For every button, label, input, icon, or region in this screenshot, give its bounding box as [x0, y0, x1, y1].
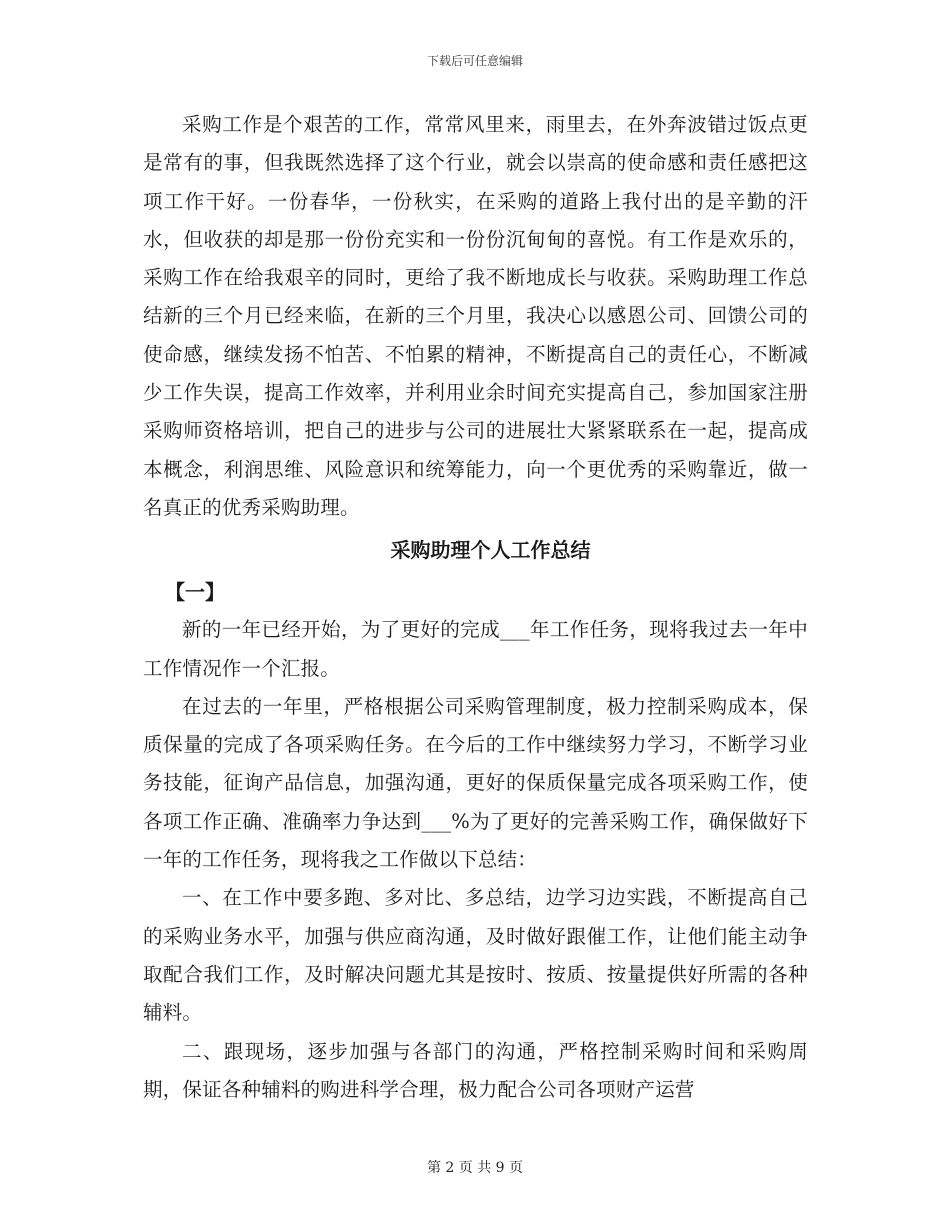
section-marker: 【一】	[165, 580, 225, 605]
page-header: 下载后可任意编辑	[426, 54, 523, 68]
page-number-footer: 第 2 页 共 9 页	[426, 1160, 524, 1176]
section-title: 采购助理个人工作总结	[390, 538, 591, 563]
paragraph-4: 二、跟现场，逐步加强与各部门的沟通，严格控制采购时间和采购周期，保证各种辅料的购进科学合理，极力配合公司各项财产运营	[143, 1039, 808, 1101]
paragraph-2: 在过去的一年里，严格根据公司采购管理制度，极力控制采购成本，保质保量的完成了各项采购任务。在今后的工作中继续努力学习，不断学习业务技能，征询产品信息，加强沟通，更好的保质保量完成各项采购工作，使各项工作正确、准确率力争达到___%为了更好的完善采购工作，确保做好下一年的工作任务，现将我之工作做以下总结：	[143, 694, 808, 872]
document-body	[143, 106, 808, 1109]
paragraph-1: 新的一年已经开始，为了更好的完成___年工作任务，现将我过去一年中工作情况作一个汇报。	[143, 618, 808, 680]
intro-paragraph: 采购工作是个艰苦的工作，常常风里来，雨里去，在外奔波错过饭点更是常有的事，但我既然选择了这个行业，就会以崇高的使命感和责任感把这项工作干好。一份春华，一份秋实，在采购的道路上我付出的是辛勤的汗水，但收获的却是那一份份充实和一份份沉甸甸的喜悦。有工作是欢乐的，采购工作在给我艰辛的同时，更给了我不断地成长与收获。采购助理工作总结新的三个月已经来临，在新的三个月里，我决心以感恩公司、回馈公司的使命感，继续发扬不怕苦、不怕累的精神，不断提高自己的责任心，不断减少工作失误，提高工作效率，并利用业余时间充实提高自己，参加国家注册采购师资格培训，把自己的进步与公司的进展壮大紧紧联系在一起，提高成本概念，利润思维、风险意识和统筹能力，向一个更优秀的采购靠近，做一名真正的优秀采购助理。	[143, 113, 808, 519]
paragraph-3: 一、在工作中要多跑、多对比、多总结，边学习边实践，不断提高自己的采购业务水平，加强与供应商沟通，及时做好跟催工作，让他们能主动争取配合我们工作，及时解决问题尤其是按时、按质、按量提供好所需的各种辅料。	[143, 886, 808, 1025]
